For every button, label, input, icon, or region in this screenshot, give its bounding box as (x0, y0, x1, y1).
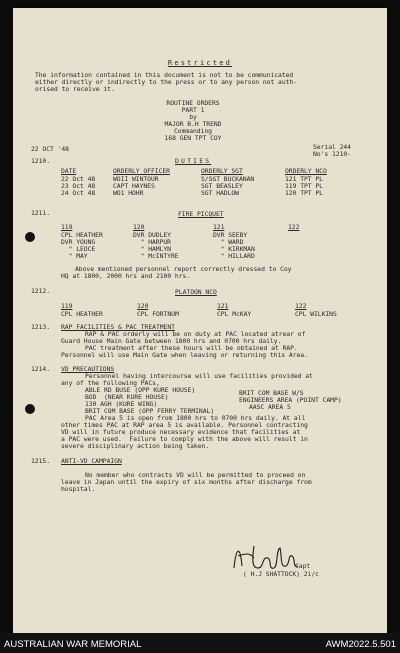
vd-line: other times PAC at RAP area 5 is available. Personnel contracting (61, 421, 308, 429)
col-header-nco: ORDERLY NCO (285, 167, 327, 175)
platoon-nco-name: CPL HEATHER (61, 310, 103, 318)
duty-officer: WO1 HOHR (113, 189, 144, 197)
duty-sgt: S/SGT BUCKANAN (201, 175, 255, 183)
fire-note-line: Above mentioned personnel report correctly dressed to Coy (75, 265, 292, 273)
fire-platoon: 120 (133, 223, 145, 231)
notice-line: The information contained in this document is not to be communicated (35, 71, 294, 79)
picquet-member: DVR DUDLEY (133, 231, 171, 239)
pac-location: BOD (NEAR KURE HOUSE) (85, 393, 169, 401)
col-header-sgt: ORDERLY SGT (201, 167, 243, 175)
duties-number: 1210. (31, 157, 50, 165)
rap-line: Personnel will use Main Gate when leaving or returning this Area. (61, 351, 308, 359)
fire-platoon: 119 (61, 223, 73, 231)
picquet-member: DVR SEEBY (213, 231, 248, 239)
nco-platoon: 120 (137, 302, 149, 310)
orders-by: by (189, 113, 197, 121)
picquet-member: " HAMLYN (133, 245, 171, 253)
fire-number: 1211. (31, 209, 50, 217)
duty-nco: 119 TPT PL (285, 182, 323, 190)
anti-vd-number: 1215. (31, 457, 50, 465)
picquet-member: " KIRKMAN (213, 245, 255, 253)
commander-name: MAJOR B.H TREND (164, 120, 222, 128)
unit-name: 168 GEN TPT COY (164, 134, 222, 142)
anti-vd-line: hospital. (61, 485, 96, 493)
pac-location: 130 AGH (KURE WING) (85, 400, 158, 408)
col-header-date: DATE (61, 167, 77, 175)
rap-title: RAP FACILITIES & PAC TREATMENT (61, 323, 175, 331)
duty-date: 24 Oct 48 (61, 189, 96, 197)
vd-title: VD PRECAUTIONS (61, 365, 115, 373)
picquet-member: " WARD (213, 238, 244, 246)
anti-vd-line: leave in Japan until the expiry of six months after discharge from (61, 478, 312, 486)
notice-line: either directly or indirectly to the press or to any person not auth- (35, 78, 298, 86)
classification-heading: Restricted (167, 59, 233, 67)
picquet-member: " MAY (61, 252, 88, 260)
orders-title: ROUTINE ORDERS (166, 99, 220, 107)
picquet-member: " McINTYRE (133, 252, 179, 260)
platoon-number: 1212. (31, 287, 50, 295)
platoon-title: PLATOON NCO (175, 288, 217, 296)
vd-number: 1214. (31, 365, 50, 373)
duty-sgt: SGT BEASLEY (201, 182, 243, 190)
vd-line: a PAC were used. Failure to comply with the above will result in (61, 435, 308, 443)
order-numbers: No's 1210- (313, 150, 351, 158)
platoon-nco-name: CPL McKAY (217, 310, 252, 318)
commanding-label: Commanding (174, 127, 212, 135)
duty-sgt: SGT HADLOW (201, 189, 239, 197)
punch-hole (25, 232, 35, 242)
duties-title: DUTIES (175, 157, 212, 165)
document-page (13, 8, 387, 633)
signatory-name: ( H.J SHATTOCK) 2i/c (243, 570, 319, 578)
fire-platoon: 121 (213, 223, 225, 231)
vd-line: VD will in future produce necessary evidence that facilities at (61, 428, 301, 436)
duty-date: 22 Oct 48 (61, 175, 96, 183)
duty-date: 23 Oct 48 (61, 182, 96, 190)
nco-platoon: 121 (217, 302, 229, 310)
platoon-nco-name: CPL FORTNUM (137, 310, 179, 318)
anti-vd-line: No member who contracts VD will be permitted to proceed on (85, 471, 306, 479)
fire-note-line: HQ at 1800, 2000 hrs and 2100 hrs. (61, 272, 191, 280)
pac-location: BRIT COM BASE W/S (239, 389, 304, 397)
picquet-member: " LEOCE (61, 245, 96, 253)
rap-line: Guard House Main Gate between 1800 hrs and 0700 hrs daily. (61, 337, 282, 345)
pac-location: ENGINEERS AREA (POINT CAMP) (239, 396, 342, 404)
picquet-member: DVR YOUNG (61, 238, 96, 246)
pac-location: AASC AREA 5 (249, 403, 291, 411)
pac-location: ABLE RD BUSE (OPP KURE HOUSE) (85, 386, 196, 394)
vd-line: severe disciplinary action being taken. (61, 442, 210, 450)
vd-line: Personnel having intercourse will use facilities provided at (85, 372, 313, 380)
fire-platoon: 122 (288, 223, 300, 231)
footer-accession-number: AWM2022.5.501 (325, 639, 396, 650)
footer-institution: AUSTRALIAN WAR MEMORIAL (4, 639, 142, 650)
vd-line: PAC Area 5 is open from 1800 hrs to 0700 hrs daily. At all (85, 414, 306, 422)
picquet-member: " HARPUR (133, 238, 171, 246)
col-header-officer: ORDERLY OFFICER (113, 167, 170, 175)
picquet-member: CPL HEATHER (61, 231, 103, 239)
rap-line: RAP & PAC orderly will be on duty at PAC located atrear of (85, 330, 306, 338)
rap-line: PAC treatment after these hours will be obtained at RAP. (85, 344, 298, 352)
serial-number: Serial 244 (313, 143, 351, 151)
nco-platoon: 122 (295, 302, 307, 310)
vd-line: any of the following PACs, (61, 379, 160, 387)
fire-title: FIRE PICQUET (178, 210, 224, 218)
nco-platoon: 119 (61, 302, 73, 310)
picquet-member: " HILLARD (213, 252, 255, 260)
archive-footer (0, 633, 400, 653)
duty-nco: 121 TPT PL (285, 175, 323, 183)
order-date: 22 OCT '48 (31, 145, 69, 153)
platoon-nco-name: CPL WILKINS (295, 310, 337, 318)
notice-line: orised to receive it. (35, 85, 115, 93)
orders-part: PART 1 (181, 106, 205, 114)
duty-officer: WOII WINTOUR (113, 175, 159, 183)
duty-nco: 120 TPT PL (285, 189, 323, 197)
duty-officer: CAPT HAYNES (113, 182, 155, 190)
punch-hole (25, 404, 35, 414)
rap-number: 1213. (31, 323, 50, 331)
anti-vd-title: ANTI-VD CAMPAIGN (61, 457, 122, 465)
signature-rank: Capt (295, 562, 311, 570)
pac-location: BRIT COM BASE (OPP FERRY TERMINAL) (85, 407, 215, 415)
